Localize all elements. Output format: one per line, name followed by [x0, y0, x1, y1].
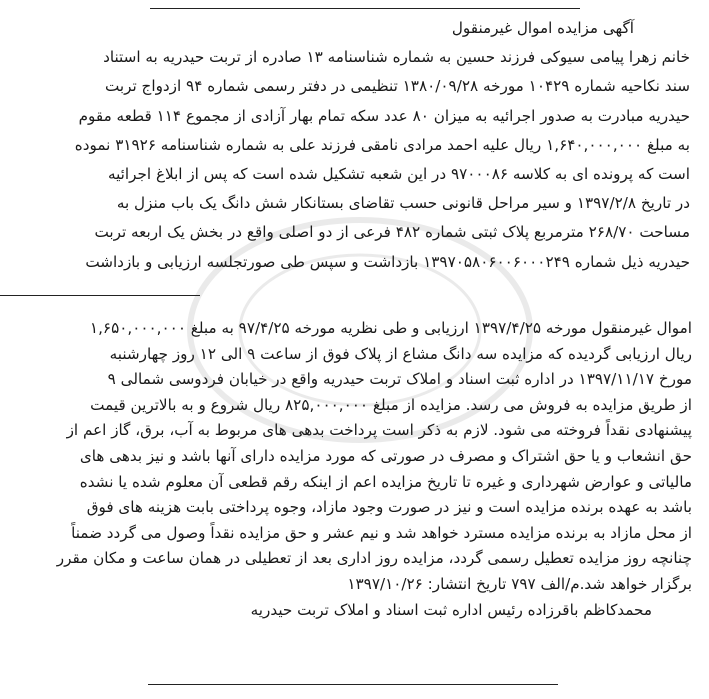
notice-line: در تاریخ ۱۳۹۷/۲/۸ و سیر مراحل قانونی حسب تقاضای بستانکار شش دانگ یک باب منزل به: [116, 194, 690, 213]
notice-line: برگزار خواهد شد.م/الف ۷۹۷ تاریخ انتشار: ۱۳۹۷/۱۰/۲۶: [347, 574, 692, 593]
notice-line: است که پرونده ای به کلاسه ۹۷۰۰۰۸۶ در این شعبه تشکیل شده است که پس از ابلاغ اجرائیه: [107, 165, 690, 184]
notice-line: اموال غیرمنقول مورخه ۱۳۹۷/۴/۲۵ ارزیابی و طی نظریه مورخه ۹۷/۴/۲۵ به مبلغ ۱,۶۵۰,۰۰۰,۰۰۰: [89, 319, 692, 337]
notice-line: مالیاتی و عوارض شهرداری و غیره تا تاریخ مزایده اعم از اینکه رقم قطعی آن معلوم شده یا نشده: [79, 472, 692, 491]
top-divider: [150, 8, 580, 9]
notice-title: آگهی مزایده اموال غیرمنقول: [451, 19, 634, 37]
notice-line: ریال ارزیابی گردیده که مزایده سه دانگ مشاع از پلاک فوق از ساعت ۹ الی ۱۲ روز چهارشنبه: [109, 344, 692, 363]
notice-line: مورخ ۱۳۹۷/۱۱/۱۷ در اداره ثبت اسناد و املاک تربت حیدریه واقع در خیابان فردوسی شمالی ۹: [107, 370, 692, 389]
notice-upper-column: [18, 14, 690, 277]
bottom-divider: [148, 684, 558, 685]
signature-line: محمدکاظم باقرزاده رئیس اداره ثبت اسناد و املاک تربت حیدریه: [250, 600, 652, 619]
notice-line: به مبلغ ۱,۶۴۰,۰۰۰,۰۰۰ ریال علیه احمد مرادی نامقی فرزند علی به شماره شناسنامه ۳۱۹۲۶ نموده: [74, 135, 690, 154]
notice-line: سند نکاحیه شماره ۱۰۴۲۹ مورخه ۱۳۸۰/۰۹/۲۸ تنظیمی در دفتر رسمی شماره ۹۴ ازدواج تربت: [104, 77, 690, 96]
notice-line: مساحت ۲۶۸/۷۰ مترمربع پلاک ثبتی شماره ۴۸۲ فرعی از دو اصلی واقع در بخش یک اربعه تربت: [94, 223, 690, 242]
notice-line: حیدریه مبادرت به صدور اجرائیه به میزان ۸۰ عدد سکه تمام بهار آزادی از مجموع ۱۱۴ قطعه مقوم: [78, 106, 690, 125]
notice-line: حیدریه ذیل شماره ۱۳۹۷۰۵۸۰۶۰۰۶۰۰۰۲۴۹ بازداشت و سپس طی صورتجلسه ارزیابی و بازداشت: [85, 252, 690, 271]
notice-line: باشد به عهده برنده مزایده است و نیز در صورت وجود مازاد، وجوه پرداختی بابت هزینه های فوق: [86, 498, 692, 517]
notice-line: از طریق مزایده به فروش می رسد. مزایده از مبلغ ۸۲۵,۰۰۰,۰۰۰ ریال شروع و به بالاترین قیمت: [90, 395, 692, 414]
notice-line: چنانچه روز مزایده تعطیل رسمی گردد، مزایده روز اداری بعد از تعطیلی در همان ساعت و مکان مقرر: [56, 549, 692, 568]
notice-line: خانم زهرا پیامی سیوکی فرزند حسین به شماره شناسنامه ۱۳ صادره از تربت حیدریه به استناد: [103, 48, 690, 67]
notice-lower-column: [10, 316, 692, 623]
notice-line: از محل مازاد به برنده مزایده مسترد خواهد شد و نیم عشر و حق مزایده نقداً وصول می گردد ضمناً: [71, 523, 692, 542]
notice-line: حق انشعاب و یا حق اشتراک و مصرف در صورتی که مورد مزایده دارای آنها باشد و نیز بدهی های: [79, 446, 692, 465]
column-break-divider: [0, 295, 200, 296]
notice-line: پیشنهادی نقداً فروخته می شود. لازم به ذکر است پرداخت بدهی های مربوط به آب، برق، گاز اعم از: [66, 421, 692, 440]
